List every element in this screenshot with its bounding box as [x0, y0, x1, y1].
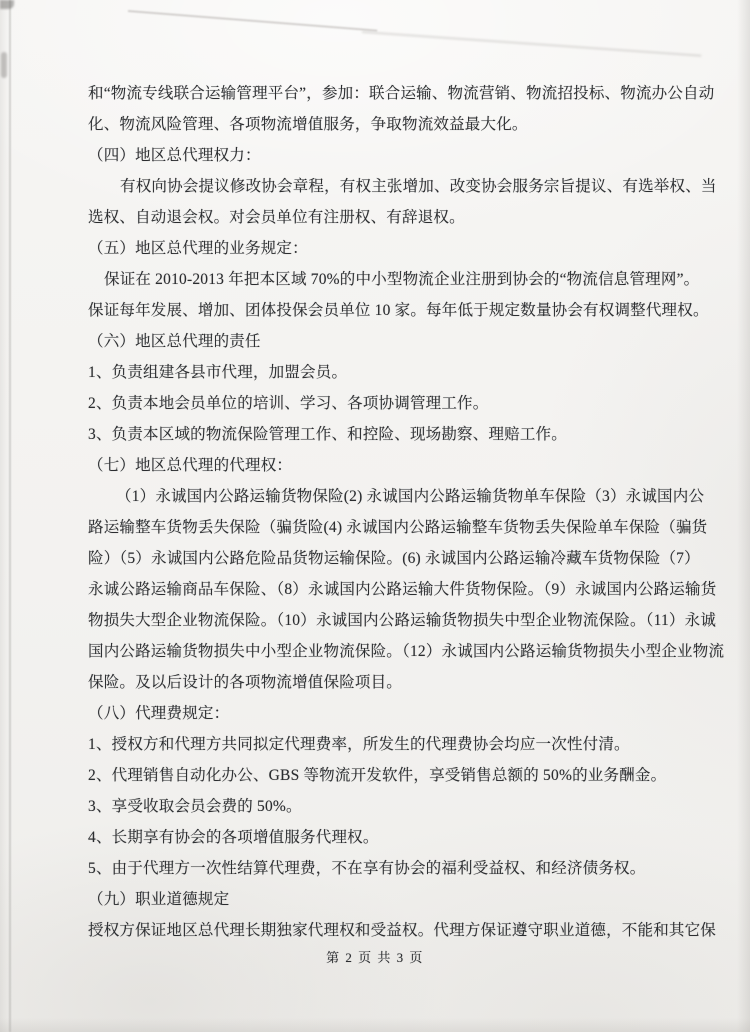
document-line: 1、授权方和代理方共同拟定代理费率，所发生的代理费协会均应一次性付清。	[88, 736, 630, 753]
document-line: 化、物流风险管理、各项物流增值服务，争取物流效益最大化。	[88, 116, 528, 133]
document-line: 2、代理销售自动化办公、GBS 等物流开发软件，享受销售总额的 50%的业务酬金。	[88, 767, 667, 784]
document-line: （八）代理费规定：	[88, 705, 230, 722]
document-line: （五）地区总代理的业务规定：	[88, 240, 308, 257]
document-line: 授权方保证地区总代理长期独家代理权和受益权。代理方保证遵守职业道德，不能和其它保	[88, 922, 717, 939]
scan-right-edge-shadow	[737, 0, 750, 1032]
document-line: （七）地区总代理的代理权：	[88, 457, 293, 474]
document-line: 险）（5）永诚国内公路危险品货物运输保险。(6) 永诚国内公路运输冷藏车货物保险（7）	[88, 550, 700, 567]
document-line: 1、负责组建各县市代理，加盟会员。	[88, 364, 348, 381]
scan-bottom-edge-shadow	[0, 1018, 750, 1032]
paper-crease	[128, 10, 377, 31]
document-line: （六）地区总代理的责任	[88, 333, 261, 350]
document-line: 保证在 2010-2013 年把本区域 70%的中小型物流企业注册到协会的“物流信息管理网”。	[104, 271, 700, 288]
scan-corner-artifact	[0, 0, 14, 9]
scan-left-edge-shadow	[0, 0, 12, 1032]
document-body	[88, 78, 725, 946]
document-line: 保险。及以后设计的各项物流增值保险项目。	[88, 674, 403, 691]
page-number-footer: 第 2 页 共 3 页	[326, 950, 424, 965]
document-line: 有权向协会提议修改协会章程，有权主张增加、改变协会服务宗旨提议、有选举权、当	[120, 178, 717, 195]
document-line: 物损失大型企业物流保险。（10）永诚国内公路运输货物损失中型企业物流保险。（11）永诚	[88, 612, 717, 629]
document-line: 5、由于代理方一次性结算代理费，不在享有协会的福利受益权、和经济债务权。	[88, 860, 646, 877]
document-line: 路运输整车货物丢失保险（骗货险(4) 永诚国内公路运输整车货物丢失保险单车保险（骗货	[88, 519, 708, 536]
document-line: （1）永诚国内公路运输货物保险(2) 永诚国内公路运输货物单车保险（3）永诚国内公	[116, 488, 705, 505]
document-line: 和“物流专线联合运输管理平台”，参加：联合运输、物流营销、物流招投标、物流办公自动	[88, 85, 715, 102]
document-line: （四）地区总代理权力：	[88, 147, 261, 164]
document-line: 4、长期享有协会的各项增值服务代理权。	[88, 829, 379, 846]
document-line: 3、享受收取会员会费的 50%。	[88, 798, 302, 815]
document-line: 永诚公路运输商品车保险、（8）永诚国内公路运输大件货物保险。（9）永诚国内公路运输货	[88, 581, 717, 598]
document-line: 保证每年发展、增加、团体投保会员单位 10 家。每年低于规定数量协会有权调整代理权。	[88, 302, 709, 319]
document-line: 2、负责本地会员单位的培训、学习、各项协调管理工作。	[88, 395, 489, 412]
document-line: （九）职业道德规定	[88, 891, 230, 908]
paper-crease	[362, 31, 701, 56]
document-line: 国内公路运输货物损失中小型企业物流保险。（12）永诚国内公路运输货物损失小型企业物流	[88, 643, 725, 660]
document-line: 选权、自动退会权。对会员单位有注册权、有辞退权。	[88, 209, 465, 226]
document-line: 3、负责本区域的物流保险管理工作、和控险、现场勘察、理赔工作。	[88, 426, 567, 443]
